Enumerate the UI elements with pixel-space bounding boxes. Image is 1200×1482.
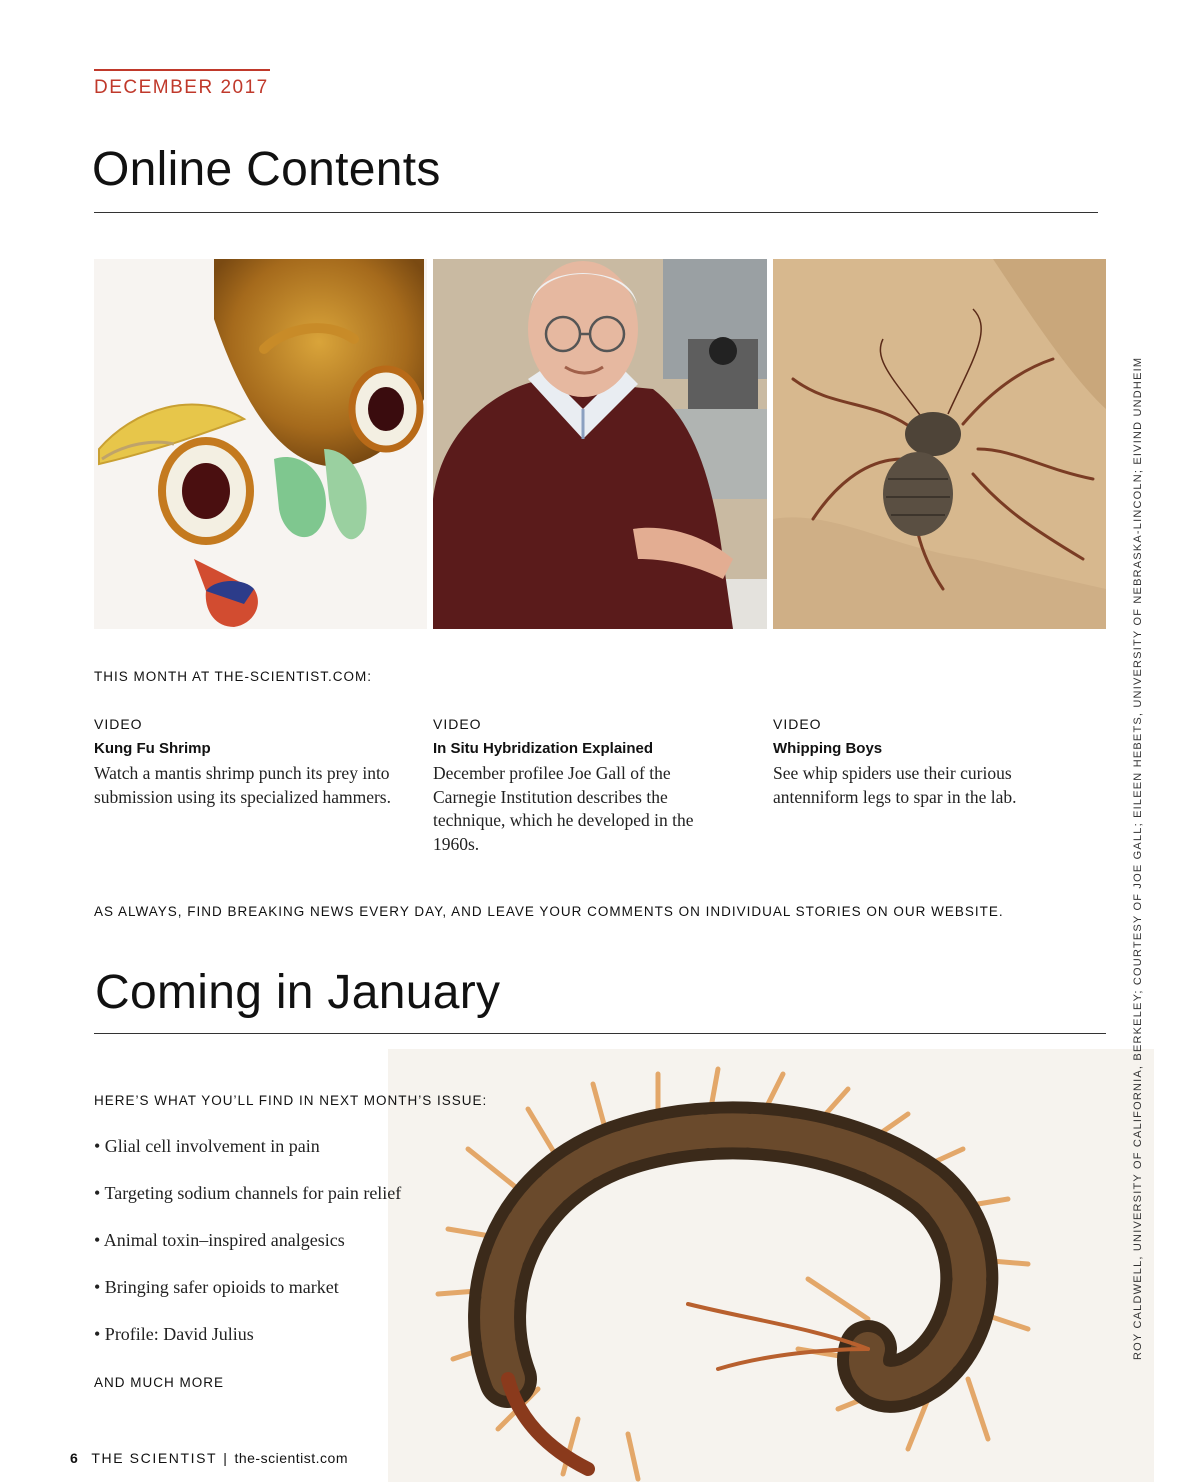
centipede-illustration [388, 1049, 1154, 1482]
online-item-mantis-shrimp[interactable] [94, 716, 414, 809]
next-issue-intro: HERE’S WHAT YOU’LL FIND IN NEXT MONTH’S ISSUE: [94, 1093, 488, 1108]
online-item-whipping-boys[interactable] [773, 716, 1093, 809]
item-description: Watch a mantis shrimp punch its prey into submission using its specialized hammers. [94, 763, 391, 807]
item-title[interactable]: Kung Fu Shrimp [94, 740, 211, 757]
mantis-shrimp-photo [94, 259, 427, 629]
website-link[interactable]: the-scientist.com [234, 1450, 348, 1466]
footer-separator: | [223, 1450, 229, 1466]
upcoming-topic: • Animal toxin–inspired analgesics [94, 1230, 345, 1250]
item-title[interactable]: In Situ Hybridization Explained [433, 740, 654, 757]
item-description: See whip spiders use their curious antenniform legs to spar in the lab. [773, 763, 1017, 807]
portrait-illustration [433, 259, 767, 629]
this-month-heading: THIS MONTH AT THE-SCIENTIST.COM: [94, 669, 373, 684]
video-kicker: VIDEO [773, 716, 822, 732]
mantis-shrimp-illustration [94, 259, 427, 629]
video-kicker: VIDEO [433, 716, 482, 732]
page-number: 6 [70, 1450, 80, 1466]
centipede-photo [388, 1049, 1154, 1482]
always-notice: AS ALWAYS, FIND BREAKING NEWS EVERY DAY, AND LEAVE YOUR COMMENTS ON INDIVIDUAL STORIES ON OUR WEBSITE. [94, 904, 1004, 919]
upcoming-topic: • Glial cell involvement in pain [94, 1136, 320, 1156]
item-title[interactable]: Whipping Boys [773, 740, 883, 757]
and-much-more: AND MUCH MORE [94, 1375, 224, 1390]
joe-gall-photo [433, 259, 767, 629]
magazine-name: THE SCIENTIST [91, 1450, 218, 1466]
online-contents-title: Online Contents [92, 143, 441, 196]
issue-date-rule [94, 69, 270, 71]
whip-spider-illustration [773, 259, 1106, 629]
online-item-in-situ[interactable] [433, 716, 753, 856]
coming-title-rule [94, 1033, 1106, 1034]
online-title-rule [94, 212, 1098, 213]
upcoming-topic: • Profile: David Julius [94, 1324, 254, 1344]
upcoming-topic: • Bringing safer opioids to market [94, 1277, 339, 1297]
photo-credits: ROY CALDWELL, UNIVERSITY OF CALIFORNIA, BERKELEY; COURTESY OF JOE GALL; EILEEN HEBETS, UNIVERSITY OF NEBRASKA-LINCOLN; EIVIND UNDHEIM [1132, 356, 1144, 1360]
upcoming-topic: • Targeting sodium channels for pain relief [94, 1183, 402, 1203]
item-description: December profilee Joe Gall of the Carnegie Institution describes the technique, which he developed in the 1960s. [433, 763, 694, 854]
video-kicker: VIDEO [94, 716, 143, 732]
whip-spider-photo [773, 259, 1106, 629]
page-footer [70, 1450, 348, 1466]
coming-in-january-title: Coming in January [95, 966, 501, 1019]
issue-date: DECEMBER 2017 [94, 77, 269, 98]
